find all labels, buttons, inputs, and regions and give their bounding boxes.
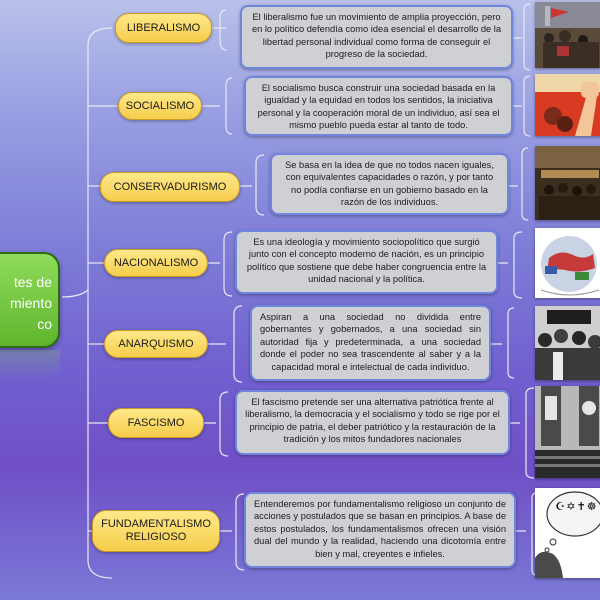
central-node-text: tes de miento co (9, 274, 52, 332)
description-nacionalismo (235, 230, 498, 294)
description-fundamentalismo-religioso (244, 492, 516, 568)
description-text: El fascismo pretende ser una alternativa patriótica frente al liberalismo, la democracia y el socialismo y todo se rige por el principio de patria, el deber patriótico y la restauración de la tradición y los mitos fundadores nacionales (245, 397, 500, 445)
description-text: El liberalismo fue un movimiento de amplia proyección, pero en lo político defendía como idea esencial el desarrollo de la libertad personal individual como forma de conseguir el progreso de la sociedad. (251, 12, 502, 60)
thinking-person-religious-symbols-image (535, 488, 600, 578)
raised-fist-poster-image (535, 74, 600, 136)
category-label: FASCISMO (127, 416, 185, 429)
protest-crowd-bw-image (535, 306, 600, 380)
category-conservadurismo (100, 172, 240, 202)
category-fascismo (108, 408, 204, 438)
category-socialismo (118, 92, 202, 120)
central-node (0, 252, 60, 348)
category-label: CONSERVADURISMO (113, 180, 227, 193)
description-text: Entenderemos por fundamentalismo religioso un conjunto de acciones y postulados que se basan en principios. A base de estos postulados, los fundamentalismos ofrecen una visión dual del mundo y la realidad, haciendo una dicotomía entre bien y mal, creyentes e infieles. (254, 499, 506, 559)
description-fascismo (235, 390, 510, 455)
description-liberalismo (240, 5, 513, 69)
category-label: LIBERALISMO (126, 21, 201, 34)
description-anarquismo (250, 305, 491, 381)
category-label: SOCIALISMO (125, 99, 195, 112)
category-label: FUNDAMENTALISMO RELIGIOSO (101, 518, 211, 543)
category-liberalismo (115, 13, 212, 43)
category-anarquismo (104, 330, 208, 358)
star-of-david-icon: ✡ (566, 500, 576, 513)
category-fundamentalismo-religioso (92, 510, 220, 552)
cross-icon: ✝ (576, 500, 586, 513)
assembly-painting-image (535, 146, 600, 220)
crescent-icon: ☪ (555, 500, 566, 513)
religious-symbols (553, 500, 599, 513)
description-text: El socialismo busca construir una sociedad basada en la igualdad y la equidad en todos los sentidos, la iniciativa personal y la cooperación moral de un individuo, así sea el mismo pueblo pueda estar al tanto de todo. (257, 83, 500, 131)
dharma-wheel-icon: ☸ (586, 500, 597, 513)
description-text: Es una ideología y movimiento sociopolítico que surgió junto con el concepto moderno de nación, es un principio político que sostiene que debe haber congruencia entre la unidad nacional y la política. (246, 237, 487, 285)
category-label: ANARQUISMO (118, 337, 194, 350)
description-text: Se basa en la idea de que no todos nacen iguales, con equivalentes capacidades o razón, y por tanto no podía confiarse en un gobierno basado en la razón de los individuos. (285, 160, 494, 208)
description-conservadurismo (270, 153, 509, 215)
description-text: Aspiran a una sociedad no dividida entre gobernantes y gobernados, a una sociedad sin autoridad fija y predeterminada, a una sociedad donde el poder no sea trascendente al saber y a la capacidad moral e intelectual de cada individuo. (260, 312, 481, 372)
category-nacionalismo (104, 249, 208, 277)
description-socialismo (244, 76, 513, 136)
rally-banners-bw-image (535, 386, 600, 478)
globe-with-flags-image (535, 228, 600, 298)
central-node-reflection (0, 350, 60, 380)
category-label: NACIONALISMO (113, 256, 199, 269)
revolution-crowd-painting-image (535, 2, 600, 68)
